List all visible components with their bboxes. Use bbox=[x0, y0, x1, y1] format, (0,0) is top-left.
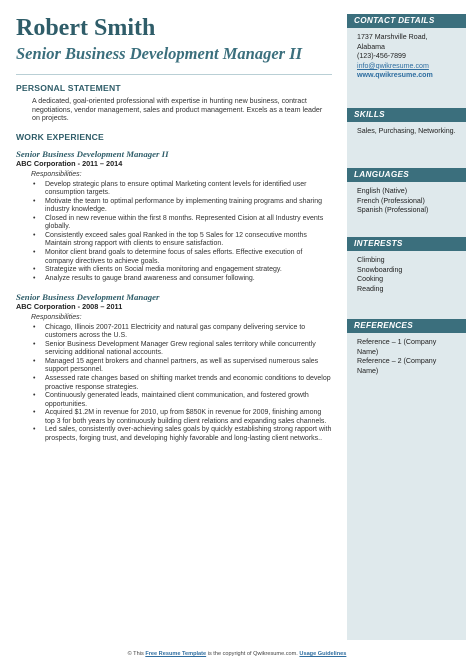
job-company-dates: ABC Corporation - 2008 – 2011 bbox=[16, 302, 123, 312]
copyright-footer bbox=[0, 650, 474, 658]
references-heading: REFERENCES bbox=[347, 319, 466, 333]
responsibilities-list bbox=[16, 181, 332, 284]
list-item: Climbing bbox=[357, 256, 385, 264]
list-item: • Develop strategic plans to ensure optimal Marketing content levels for identified user consumption targets. bbox=[31, 181, 332, 198]
list-item: Reference – 1 (Company Name) bbox=[357, 338, 437, 356]
list-item: French (Professional) bbox=[357, 196, 425, 205]
list-item: • Chicago, Illinois 2007-2011 Electricity and natural gas company delivering service to customers across the U.S. bbox=[31, 324, 332, 341]
list-item: • Assessed rate changes based on shifting market trends and economic conditions to develop proactive response strategies. bbox=[31, 375, 332, 392]
list-item: • Motivate the team to optimal performance by implementing training programs and sharing industry knowledge. bbox=[31, 198, 332, 215]
email-link[interactable]: info@qwikresume.com bbox=[357, 61, 429, 70]
contact-details bbox=[347, 28, 466, 96]
candidate-title: Senior Business Development Manager II bbox=[16, 44, 303, 63]
references-list bbox=[347, 333, 466, 376]
list-item: • Consistently exceed sales goal Ranked in the top 5 Sales for 12 consecutive months Maintain strong rapport with clients to ensure satisfaction. bbox=[31, 232, 332, 249]
candidate-name: Robert Smith bbox=[16, 15, 156, 41]
usage-guidelines-link[interactable]: Usage Guidelines bbox=[299, 651, 347, 657]
languages-list bbox=[347, 182, 466, 227]
sidebar bbox=[347, 14, 466, 640]
list-item: • Closed in new revenue within the first 8 months. Represented Cision at all Industry events globally. bbox=[31, 215, 332, 232]
website-link[interactable]: www.qwikresume.com bbox=[357, 71, 433, 79]
personal-statement-heading: PERSONAL STATEMENT bbox=[16, 83, 121, 93]
list-item: • Senior Business Development Manager Grew regional sales territory while concurrently servicing additional national accounts. bbox=[31, 341, 332, 358]
work-experience-heading: WORK EXPERIENCE bbox=[16, 132, 104, 143]
list-item: • Analyze results to gauge brand awareness and consumer following. bbox=[31, 275, 332, 284]
main-column bbox=[16, 14, 332, 443]
skills-heading: SKILLS bbox=[347, 108, 466, 122]
free-template-link[interactable]: Free Resume Template bbox=[145, 651, 207, 657]
list-item: • Monitor client brand goals to determine focus of sales efforts. Effective execution of company directives to achieve goals. bbox=[31, 249, 332, 266]
phone-number: (123)-456-7899 bbox=[357, 52, 406, 60]
job-entry bbox=[16, 149, 332, 283]
list-item: • Managed 15 agent brokers and channel partners, as well as supervised numerous sales support personnel. bbox=[31, 358, 332, 375]
job-title: Senior Business Development Manager II bbox=[16, 149, 169, 160]
list-item: • Continuously generated leads, maintained client communication, and fostered growth opportunities. bbox=[31, 392, 332, 409]
job-entry bbox=[16, 292, 332, 443]
list-item: • Acquired $1.2M in revenue for 2010, up from $850K in revenue for 2009, finishing among top 3 for both years by continuously building client relations and expanding sales channels. bbox=[31, 409, 332, 426]
responsibilities-label: Responsibilities: bbox=[31, 314, 82, 322]
skills-text: Sales, Purchasing, Networking. bbox=[357, 127, 456, 135]
contact-heading: CONTACT DETAILS bbox=[347, 14, 466, 28]
list-item: English (Native) bbox=[357, 187, 408, 195]
list-item: Snowboarding bbox=[357, 265, 403, 274]
list-item: • Led sales, consistently over-achieving sales goals by quickly establishing strong rapport with prospects, forging trust, and developing highly favorable and long-lasting client networks.. bbox=[31, 426, 332, 443]
job-company-dates: ABC Corporation - 2011 – 2014 bbox=[16, 159, 123, 169]
list-item: • Strategize with clients on Social media monitoring and engagement strategy. bbox=[31, 266, 332, 275]
interests-heading: INTERESTS bbox=[347, 237, 466, 251]
personal-statement-text: A dedicated, goal-oriented professional with expertise in hunting new business, contract negotiations, vendor management, sales and product management. Excels as a team leader on projects. bbox=[32, 97, 323, 123]
list-item: Reference – 2 (Company Name) bbox=[357, 357, 437, 375]
footer-middle: is the copyright of Qwikresume.com. bbox=[206, 651, 300, 657]
responsibilities-list bbox=[16, 324, 332, 444]
header-divider bbox=[16, 74, 332, 75]
address-line-1: 1737 Marshville Road, bbox=[357, 33, 428, 41]
list-item: Reading bbox=[357, 284, 384, 293]
footer-prefix: © This bbox=[127, 651, 146, 657]
list-item: Cooking bbox=[357, 275, 384, 283]
address-line-2: Alabama bbox=[357, 42, 385, 51]
list-item: Spanish (Professional) bbox=[357, 206, 429, 214]
languages-heading: LANGUAGES bbox=[347, 168, 466, 182]
responsibilities-label: Responsibilities: bbox=[31, 171, 82, 179]
interests-list bbox=[347, 251, 466, 305]
job-title: Senior Business Development Manager bbox=[16, 292, 160, 303]
